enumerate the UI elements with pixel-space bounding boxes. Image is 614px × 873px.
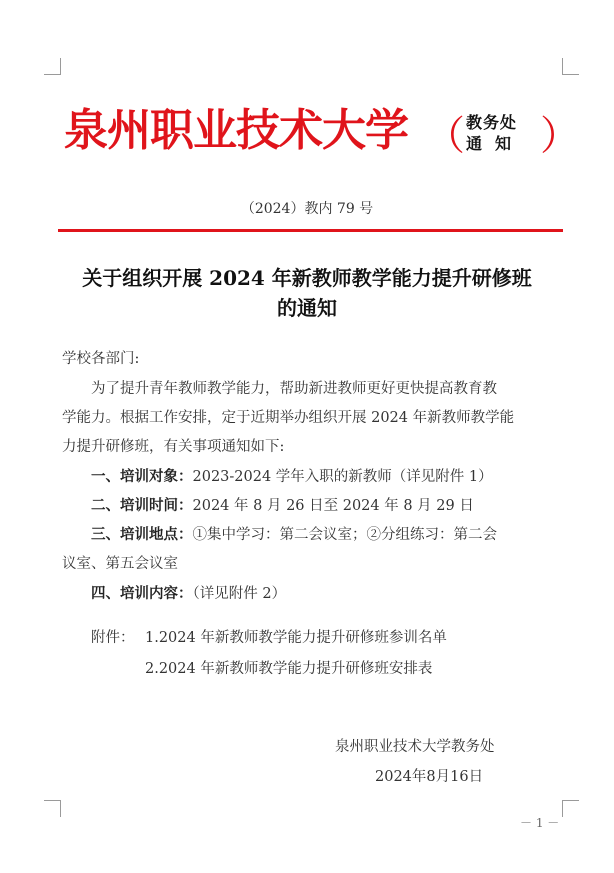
attachments-label: 附件： — [91, 630, 135, 646]
crop-mark-bottom-left — [44, 800, 61, 817]
item-training-location — [91, 523, 497, 544]
item-label: 四、培训内容： — [91, 586, 193, 602]
crop-mark-top-right — [562, 58, 579, 75]
item-label: 三、培训地点： — [91, 527, 193, 543]
red-divider — [58, 229, 563, 232]
item-training-target — [91, 465, 493, 486]
notice-title-line1: 关于组织开展 2024 年新教师教学能力提升研修班 — [82, 266, 532, 290]
dept-name: 教务处 — [466, 113, 518, 132]
item-training-location-cont: 议室、第五会议室 — [62, 556, 178, 572]
document-number: （2024）教内 79 号 — [240, 201, 374, 217]
notice-title-line2: 的通知 — [277, 296, 337, 320]
intro-line-1: 为了提升青年教师教学能力，帮助新进教师更好更快提高教育教 — [91, 381, 497, 397]
item-text: （详见附件 2） — [192, 586, 287, 602]
dept-notice: 通知 — [466, 134, 525, 153]
crop-mark-bottom-right — [562, 800, 579, 817]
issuing-dept — [466, 112, 524, 154]
attachment-1: 1.2024 年新教师教学能力提升研修班参训名单 — [145, 630, 447, 646]
page-number: － 1 － — [520, 816, 560, 830]
signature-org: 泉州职业技术大学教务处 — [335, 739, 495, 755]
item-label: 二、培训时间： — [91, 498, 193, 514]
dept-paren-close: ） — [540, 113, 580, 159]
item-training-content — [91, 582, 286, 603]
salutation: 学校各部门: — [62, 351, 140, 367]
intro-line-2: 学能力。根据工作安排，定于近期举办组织开展 2024 年新教师教学能 — [62, 410, 515, 426]
intro-line-3: 力提升研修班，有关事项通知如下: — [62, 439, 285, 455]
dept-paren-open: （ — [425, 113, 465, 159]
item-text: ①集中学习：第二会议室；②分组练习：第二会 — [192, 527, 497, 543]
attachment-2: 2.2024 年新教师教学能力提升研修班安排表 — [145, 661, 433, 677]
signature-date: 2024年8月16日 — [375, 769, 484, 785]
item-text: 2024 年 8 月 26 日至 2024 年 8 月 29 日 — [192, 498, 474, 514]
item-text: 2023-2024 学年入职的新教师（详见附件 1） — [192, 469, 493, 485]
crop-mark-top-left — [44, 58, 61, 75]
institution-title: 泉州职业技术大学 — [64, 105, 408, 156]
item-label: 一、培训对象： — [91, 469, 193, 485]
notice-title — [40, 263, 574, 323]
item-training-time — [91, 494, 474, 515]
